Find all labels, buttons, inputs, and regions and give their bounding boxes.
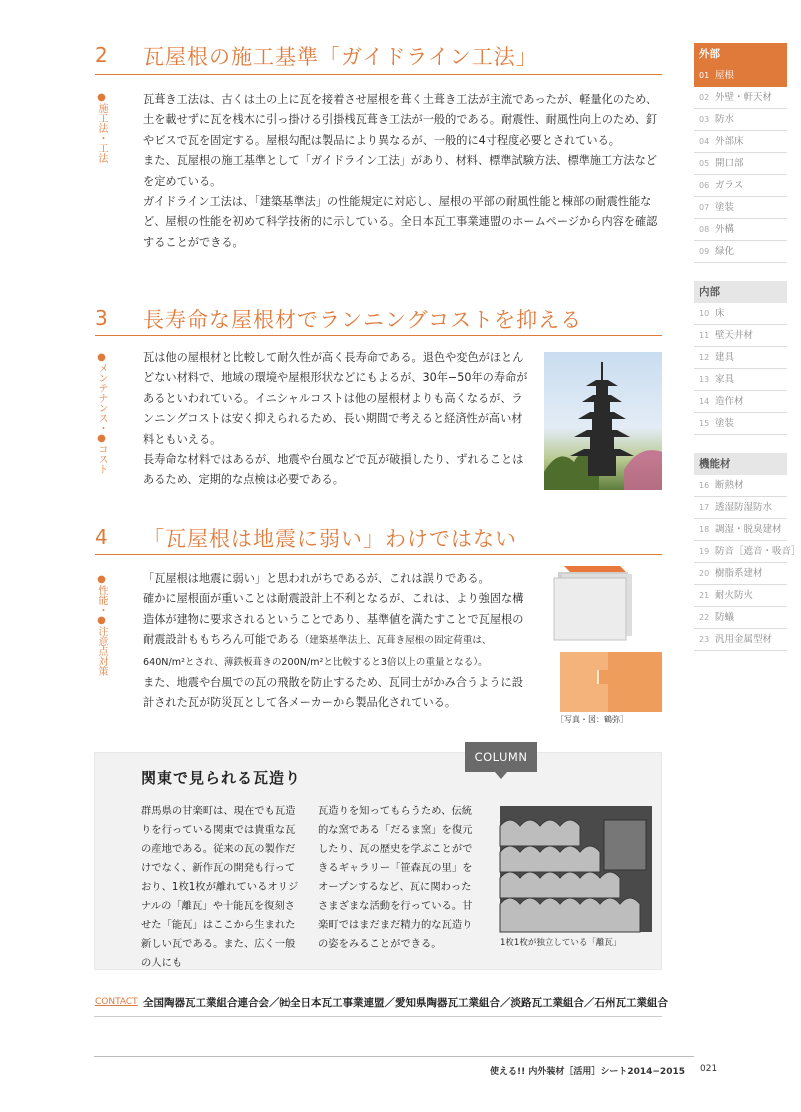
sidebar-item[interactable] [694,369,787,391]
sidebar-item[interactable] [694,197,787,219]
sidebar-item[interactable] [694,607,787,629]
paragraph: ガイドライン工法は、「建築基準法」の性能規定に対応し、屋根の平部の耐風性能と棟部の耐震性能など、屋根の性能を初めて科学技術的に示している。全日本瓦工事業連盟のホームページから内容を確認することができる。 [143,195,658,249]
sidebar-item-label: 壁天井材 [715,330,754,341]
sidebar-item-number: 19 [699,547,710,556]
column-title: 関東で見られる瓦造り [141,769,302,787]
sidebar-item[interactable] [694,65,787,87]
sidebar-item-number: 23 [699,635,710,644]
sidebar-item-number: 17 [699,503,710,512]
sidebar-item-number: 09 [699,247,710,256]
contact-rule [94,1016,662,1017]
paragraph [143,589,533,673]
sidebar-item-number: 21 [699,591,710,600]
sidebar-item-label: 外壁・軒天材 [715,92,773,103]
section-3-body [143,348,528,491]
sidebar-item-number: 20 [699,569,710,578]
paragraph: また、地震や台風での瓦の飛散を防止するため、瓦同士がかみ合うように設計された瓦が防災瓦として各メーカーから製品化されている。 [143,676,523,710]
section-4-title: 「瓦屋根は地震に弱い」わけではない [143,527,517,551]
contact-label: CONTACT [95,997,138,1007]
sidebar-item-label: 樹脂系建材 [715,568,763,579]
paragraph-text: 確かに屋根面が重いことは耐震設計上不利となるが、これは、より強固な構造体が建物に要求されるということであり、基準値を満たすことで瓦屋根の耐震設計ももちろん可能である [143,592,524,647]
sidebar-item-label: 汎用金属型材 [715,634,773,645]
sidebar-item-number: 06 [699,181,710,190]
sidebar-item-label: 防音［遮音・吸音］ [715,546,801,557]
paragraph: 瓦は他の屋根材と比較して耐久性が高く長寿命である。退色や変色がほとんどない材料で、地域の環境や屋根形状などにもよるが、30年−50年の寿命があるといわれている。イニシャルコストは他の屋根材よりも高くなるが、ランニングコストは安く抑えられるため、長い期間で考えると経済性が高い材料ともいえる。 [143,351,528,446]
section-3-number: 3 [95,306,108,330]
roof-tile-photo [500,806,652,932]
sidebar-item-label: 調湿・脱臭建材 [715,524,782,535]
weight-note: （建築基準法上、瓦葺き屋根の固定荷重は、640N/m²とされ、薄鉄板葺きの200N/m²と比較すると3倍以上の重量となる）。 [143,635,492,668]
sidebar-item[interactable] [694,541,801,563]
sidebar-item-number: 02 [699,93,710,102]
sidebar-group-heading: 外部 [694,43,787,65]
sidebar-group-heading: 機能材 [694,453,787,475]
sidebar-item[interactable] [694,241,787,263]
sidebar-item[interactable] [694,629,787,651]
sidebar-item[interactable] [694,563,787,585]
section-4-body [143,569,533,714]
section-2-title: 瓦屋根の施工基準「ガイドライン工法」 [143,45,538,69]
section-2-body [143,90,663,253]
sidebar-item-number: 07 [699,203,710,212]
section-2-number: 2 [95,43,108,67]
sidebar-item-label: 塗装 [715,202,735,213]
footer-rule [94,1056,694,1057]
sidebar-item-label: 造作材 [715,396,744,407]
sidebar-item-number: 05 [699,159,710,168]
sidebar-item-number: 01 [699,71,710,80]
sidebar-item-label: 開口部 [715,158,744,169]
contact-organizations: 全国陶器瓦工業組合連合会／㈳全日本瓦工事業連盟／愛知県陶器瓦工業組合／淡路瓦工業組合／石州瓦工業組合 [143,997,668,1009]
sidebar-item-label: 防蟻 [715,612,735,623]
sidebar-item-number: 10 [699,309,710,318]
sidebar-item-label: 防水 [715,114,735,125]
sidebar-item[interactable] [694,175,787,197]
sidebar-item-number: 22 [699,613,710,622]
sidebar-item[interactable] [694,303,787,325]
sidebar-item[interactable] [694,109,787,131]
sidebar-item-number: 12 [699,353,710,362]
paragraph: 「瓦屋根は地震に弱い」と思われがちであるが、これは誤りである。 [143,572,490,585]
sidebar-item-label: 床 [715,308,725,319]
section-3-side-label: ●メンテナンス・●コスト [96,352,107,474]
sidebar-item-label: 建具 [715,352,735,363]
tile-product-image [550,566,662,712]
page-number: 021 [700,1064,718,1074]
sidebar-item[interactable] [694,131,787,153]
sidebar-item-label: 屋根 [715,70,735,81]
sidebar-item[interactable] [694,585,787,607]
footer-publication: 使える!! 内外装材［活用］シート2014−2015 [490,1067,685,1077]
paragraph: 瓦葺き工法は、古くは土の上に瓦を接着させ屋根を葺く土葺き工法が主流であったが、軽量化のため、土を載せずに瓦を桟木に引っ掛ける引掛桟瓦葺き工法が一般的である。耐震性、耐風性向上のため、釘やビスで瓦を固定する。屋根勾配は製品により異なるが、一般的に4寸程度必要とされている。 [143,93,658,147]
sidebar-item[interactable] [694,413,787,435]
sidebar-item-label: 断熱材 [715,480,744,491]
section-4-rule [95,554,662,555]
section-2-rule [95,74,662,75]
section-3-rule [95,335,662,336]
sidebar-item-number: 04 [699,137,710,146]
sidebar-item-label: 緑化 [715,246,735,257]
sidebar-item-number: 11 [699,331,710,340]
sidebar-item-label: 外部床 [715,136,744,147]
paragraph: また、瓦屋根の施工基準として「ガイドライン工法」があり、材料、標準試験方法、標準施工方法などを定めている。 [143,154,657,188]
sidebar-item[interactable] [694,325,787,347]
sidebar-item-label: 塗装 [715,418,735,429]
column-text-2: 瓦造りを知ってもらうため、伝統的な窯である「だるま窯」を復元したり、瓦の歴史を学ぶことができるギャラリー「笹森瓦の里」をオープンするなど、瓦に関わったさまざまな活動を行っている。甘楽町ではまだまだ精力的な瓦造りの姿をみることができる。 [318,805,473,950]
section-3-title: 長寿命な屋根材でランニングコストを抑える [143,308,583,332]
section-2-side-label: ●施工法・工法 [96,92,107,163]
sidebar-item[interactable] [694,475,787,497]
section-4-number: 4 [95,525,108,549]
sidebar-item-label: 家具 [715,374,735,385]
sidebar-item[interactable] [694,497,787,519]
sidebar-item-label: 外構 [715,224,735,235]
tile-image-caption: ［写真・図：鶴弥］ [556,715,628,724]
sidebar-item-number: 18 [699,525,710,534]
category-sidebar [694,43,801,651]
paragraph: 長寿命な材料ではあるが、地震や台風などで瓦が破損したり、ずれることはあるため、定期的な点検は必要である。 [143,453,524,487]
sidebar-item-label: 耐火防火 [715,590,754,601]
sidebar-item-number: 14 [699,397,710,406]
sidebar-item[interactable] [694,391,787,413]
sidebar-item-number: 13 [699,375,710,384]
sidebar-item[interactable] [694,219,787,241]
sidebar-item-number: 08 [699,225,710,234]
roof-photo-caption: 1枚1枚が独立している「離瓦」 [500,938,622,948]
sidebar-item-label: 透湿防湿防水 [715,502,773,513]
sidebar-item-label: ガラス [715,180,744,191]
column-text-1: 群馬県の甘楽町は、現在でも瓦造りを行っている関東では貴重な瓦の産地である。従来の瓦の製作だけでなく、新作瓦の開発も行っており、1枚1枚が離れているオリジナルの「離瓦」や十能瓦を復刻させた「能瓦」はここから生まれた新しい瓦である。また、広く一般の人にも [141,805,299,969]
sidebar-item[interactable] [694,87,787,109]
sidebar-item-number: 16 [699,481,710,490]
sidebar-item[interactable] [694,347,787,369]
sidebar-item[interactable] [694,153,787,175]
sidebar-group-heading: 内部 [694,281,787,303]
section-4-side-label: ●性能・●注意点対策 [96,574,107,676]
sidebar-item-number: 15 [699,419,710,428]
column-tab: COLUMN [465,742,537,772]
sidebar-item[interactable] [694,519,787,541]
sidebar-item-number: 03 [699,115,710,124]
pagoda-photo [544,352,662,490]
